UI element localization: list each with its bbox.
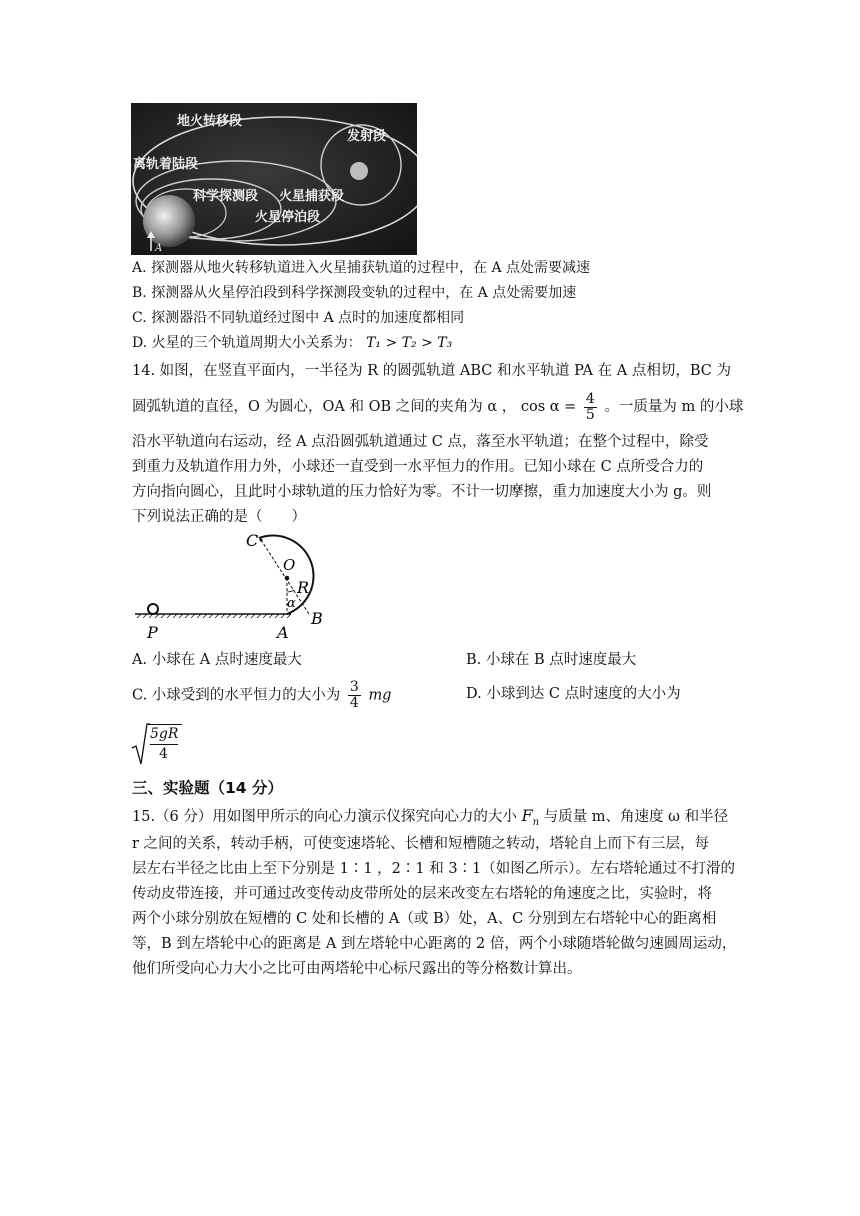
q15-line-6: 等，B 到左塔轮中心的距离是 A 到左塔轮中心距离的 2 倍，两个小球随塔轮做匀速圆周运动， xyxy=(132,936,737,952)
q13-option-d xyxy=(132,333,452,353)
q15-line-3: 层左右半径之比由上至下分别是 1∶1 ，2∶1 和 3∶1（如图乙所示）。左右塔轮通过不打滑的 xyxy=(132,861,736,877)
q14-line-6: 下列说法正确的是（ ） xyxy=(132,509,306,525)
label-R: R xyxy=(297,578,310,597)
q15-line-4: 传动皮带连接，并可通过改变传动皮带所处的层来改变左右塔轮的角速度之比，实验时，将 xyxy=(132,886,712,902)
label-launch: 发射段 xyxy=(347,129,387,144)
q15-line-7: 他们所受向心力大小之比可由两塔轮中心标尺露出的等分格数计算出。 xyxy=(132,961,582,977)
force-denominator: 4 xyxy=(349,695,359,711)
label-parking: 火星停泊段 xyxy=(255,210,321,225)
earth xyxy=(350,162,368,180)
orbit-figure xyxy=(131,103,417,255)
label-P: P xyxy=(147,623,158,642)
option-label: A. xyxy=(132,260,147,276)
sqrt-sign xyxy=(130,722,150,766)
option-c-text: C. 小球受到的水平恒力的大小为 xyxy=(132,687,341,704)
cos-label: cos α = xyxy=(520,399,577,415)
q15-line-1 xyxy=(132,806,728,833)
label-B: B xyxy=(311,609,323,628)
option-text: 火星的三个轨道周期大小关系为： xyxy=(151,335,362,351)
q13-option-b xyxy=(132,283,576,303)
section-title: 三、实验题（14 分） xyxy=(132,779,283,797)
option-label: D. xyxy=(132,335,148,351)
option-text: 探测器沿不同轨道经过图中 A 点时的加速度都相同 xyxy=(151,310,465,326)
q14-line-4: 到重力及轨道作用力外，小球还一直受到一水平恒力的作用。已知小球在 C 点所受合力的 xyxy=(132,459,704,475)
q14-option-d: D. 小球到达 C 点时速度的大小为 xyxy=(466,686,681,702)
sqrt-denominator: 4 xyxy=(159,746,168,762)
label-capture: 火星捕获段 xyxy=(279,189,345,204)
label-A: A xyxy=(277,623,289,642)
q14-option-c xyxy=(132,680,391,711)
q14-line-1: 14. 如图，在竖直平面内，一半径为 R 的圆弧轨道 ABC 和水平轨道 PA 在 A 点相切，BC 为 xyxy=(132,363,731,379)
q15-line-1-text: 15.（6 分）用如图甲所示的向心力演示仪探究向心力的大小 xyxy=(132,809,522,825)
label-deorbit: 离轨着陆段 xyxy=(133,157,199,172)
option-text: 探测器从火星停泊段到科学探测段变轨的过程中，在 A 点处需要加速 xyxy=(151,285,577,301)
fn-subscript: n xyxy=(532,816,540,828)
q14-line-2-tail: 。一质量为 m 的小球 xyxy=(604,399,744,415)
point-a-label: A xyxy=(155,243,163,254)
option-text: 探测器从地火转移轨道进入火星捕获轨道的过程中，在 A 点处需要减速 xyxy=(151,260,591,276)
q14-option-b: B. 小球在 B 点时速度最大 xyxy=(466,652,637,668)
q15-line-1-tail: 与质量 m、角速度 ω 和半径 xyxy=(539,809,729,825)
q14-line-3: 沿水平轨道向右运动，经 A 点沿圆弧轨道通过 C 点，落至水平轨道；在整个过程中，除受 xyxy=(132,434,709,450)
q14-option-a: A. 小球在 A 点时速度最大 xyxy=(132,652,302,668)
label-transfer: 地火转移段 xyxy=(177,114,243,129)
track-figure xyxy=(131,526,341,644)
sqrt-expression xyxy=(130,722,190,766)
cos-fraction xyxy=(584,392,597,423)
cos-denominator: 5 xyxy=(585,406,595,423)
label-C: C xyxy=(246,531,259,550)
sqrt-numerator: 5gR xyxy=(150,726,179,742)
force-numerator: 3 xyxy=(349,679,359,695)
fn-symbol: F xyxy=(521,806,533,825)
q14-line-2-text: 圆弧轨道的直径，O 为圆心，OA 和 OB 之间的夹角为 α ， xyxy=(132,399,517,415)
label-alpha: α xyxy=(287,596,296,611)
option-label: B. xyxy=(132,285,147,301)
ball xyxy=(148,604,158,614)
q14-line-5: 方向指向圆心，且此时小球轨道的压力恰好为零。不计一切摩擦，重力加速度大小为 g。则 xyxy=(132,484,712,500)
cos-numerator: 4 xyxy=(585,390,595,407)
option-label: C. xyxy=(132,310,147,326)
q13-option-c xyxy=(132,308,464,328)
period-formula: T₁ > T₂ > T₃ xyxy=(366,335,453,351)
force-unit: mg xyxy=(368,687,392,704)
q13-option-a xyxy=(132,258,590,278)
q14-line-2 xyxy=(132,389,743,425)
q15-line-5: 两个小球分别放在短槽的 C 处和长槽的 A（或 B）处，A、C 分别到左右塔轮中心的距离相 xyxy=(132,911,717,927)
force-fraction xyxy=(348,680,361,711)
label-science: 科学探测段 xyxy=(193,189,259,204)
q15-line-2: r 之间的关系，转动手柄，可使变速塔轮、长槽和短槽随之转动，塔轮自上而下有三层，每 xyxy=(132,836,710,852)
label-O: O xyxy=(283,556,296,574)
